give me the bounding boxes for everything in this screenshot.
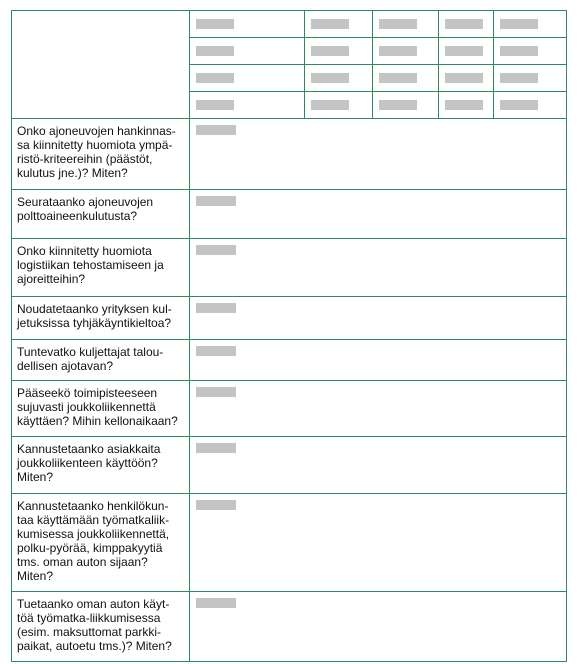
redacted-field[interactable] — [311, 46, 349, 56]
header-grid-row — [12, 11, 567, 38]
header-grid-cell — [494, 38, 567, 65]
answer-cell — [190, 494, 567, 592]
question-text: Tuntevatko kuljettajat talou- dellisen ajotavan? — [17, 345, 164, 373]
redacted-field[interactable] — [311, 73, 349, 83]
redacted-field[interactable] — [445, 73, 483, 83]
answer-field[interactable] — [196, 196, 236, 206]
redacted-field[interactable] — [379, 100, 417, 110]
question-row — [12, 190, 567, 239]
question-row — [12, 239, 567, 297]
question-text: Noudatetaanko yrityksen kul- jetuksissa tyhjäkäyntikieltoa? — [17, 302, 172, 330]
question-text: Onko ajoneuvojen hankinnas- sa kiinnitetty huomiota ympä- ristö-kriteereihin (päästöt, kulutus jne.)? Miten? — [17, 124, 176, 180]
header-grid-cell — [439, 38, 494, 65]
question-text: Onko kiinnitetty huomiota logistiikan tehostamiseen ja ajoreitteihin? — [17, 244, 164, 286]
header-grid-cell — [439, 92, 494, 119]
question-row — [12, 119, 567, 190]
header-blank-cell — [12, 11, 190, 119]
question-row — [12, 340, 567, 381]
redacted-field[interactable] — [445, 100, 483, 110]
answer-field[interactable] — [196, 303, 236, 313]
header-grid-cell — [494, 11, 567, 38]
answer-field[interactable] — [196, 443, 236, 453]
header-grid-cell — [190, 65, 305, 92]
header-grid-cell — [190, 38, 305, 65]
redacted-field[interactable] — [445, 46, 483, 56]
question-cell — [12, 494, 190, 592]
question-row — [12, 297, 567, 340]
header-grid-cell — [190, 92, 305, 119]
answer-cell — [190, 340, 567, 381]
redacted-field[interactable] — [196, 46, 234, 56]
question-text: Kannustetaanko asiakkaita joukkoliikenteen käyttöön? Miten? — [17, 442, 161, 484]
redacted-field[interactable] — [379, 19, 417, 29]
redacted-field[interactable] — [379, 73, 417, 83]
question-cell — [12, 239, 190, 297]
redacted-field[interactable] — [311, 19, 349, 29]
answer-field[interactable] — [196, 245, 236, 255]
header-grid-cell — [373, 38, 439, 65]
redacted-field[interactable] — [500, 46, 538, 56]
answer-cell — [190, 437, 567, 494]
question-row — [12, 381, 567, 437]
header-grid-cell — [190, 11, 305, 38]
redacted-field[interactable] — [445, 19, 483, 29]
question-text: Tuetaanko oman auton käyt- töä työmatka-liikkumisessa (esim. maksuttomat parkki- paikat, autoetu tms.)? Miten? — [17, 597, 172, 653]
redacted-field[interactable] — [196, 100, 234, 110]
redacted-field[interactable] — [500, 73, 538, 83]
redacted-field[interactable] — [196, 19, 234, 29]
question-cell — [12, 381, 190, 437]
answer-cell — [190, 297, 567, 340]
question-row — [12, 494, 567, 592]
header-grid-cell — [494, 65, 567, 92]
answer-cell — [190, 381, 567, 437]
redacted-field[interactable] — [500, 19, 538, 29]
question-row — [12, 592, 567, 662]
question-text: Kannustetaanko henkilökun- taa käyttämään työmatkaliik- kumisessa joukkoliikennettä, polku-pyörää, kimppakyytiä tms. oman auton sijaan? Miten? — [17, 499, 170, 583]
header-grid-cell — [373, 65, 439, 92]
question-cell — [12, 340, 190, 381]
header-grid-cell — [494, 92, 567, 119]
answer-field[interactable] — [196, 387, 236, 397]
header-grid-cell — [305, 38, 373, 65]
header-grid-cell — [439, 65, 494, 92]
question-text: Seurataanko ajoneuvojen polttoaineenkulutusta? — [17, 195, 154, 223]
header-grid-cell — [305, 11, 373, 38]
header-grid-cell — [305, 92, 373, 119]
redacted-field[interactable] — [311, 100, 349, 110]
answer-cell — [190, 190, 567, 239]
answer-cell — [190, 119, 567, 190]
question-text: Pääseekö toimipisteeseen sujuvasti joukkoliikennettä käyttäen? Mihin kellonaikaan? — [17, 386, 178, 428]
header-grid-cell — [439, 11, 494, 38]
answer-cell — [190, 239, 567, 297]
question-cell — [12, 297, 190, 340]
questionnaire-table — [11, 10, 567, 662]
answer-cell — [190, 592, 567, 662]
question-cell — [12, 119, 190, 190]
answer-field[interactable] — [196, 500, 236, 510]
redacted-field[interactable] — [500, 100, 538, 110]
answer-field[interactable] — [196, 125, 236, 135]
answer-field[interactable] — [196, 346, 236, 356]
redacted-field[interactable] — [379, 46, 417, 56]
answer-field[interactable] — [196, 598, 236, 608]
question-cell — [12, 437, 190, 494]
redacted-field[interactable] — [196, 73, 234, 83]
question-row — [12, 437, 567, 494]
header-grid-cell — [373, 11, 439, 38]
header-grid-cell — [305, 65, 373, 92]
header-grid-cell — [373, 92, 439, 119]
question-cell — [12, 190, 190, 239]
question-cell — [12, 592, 190, 662]
